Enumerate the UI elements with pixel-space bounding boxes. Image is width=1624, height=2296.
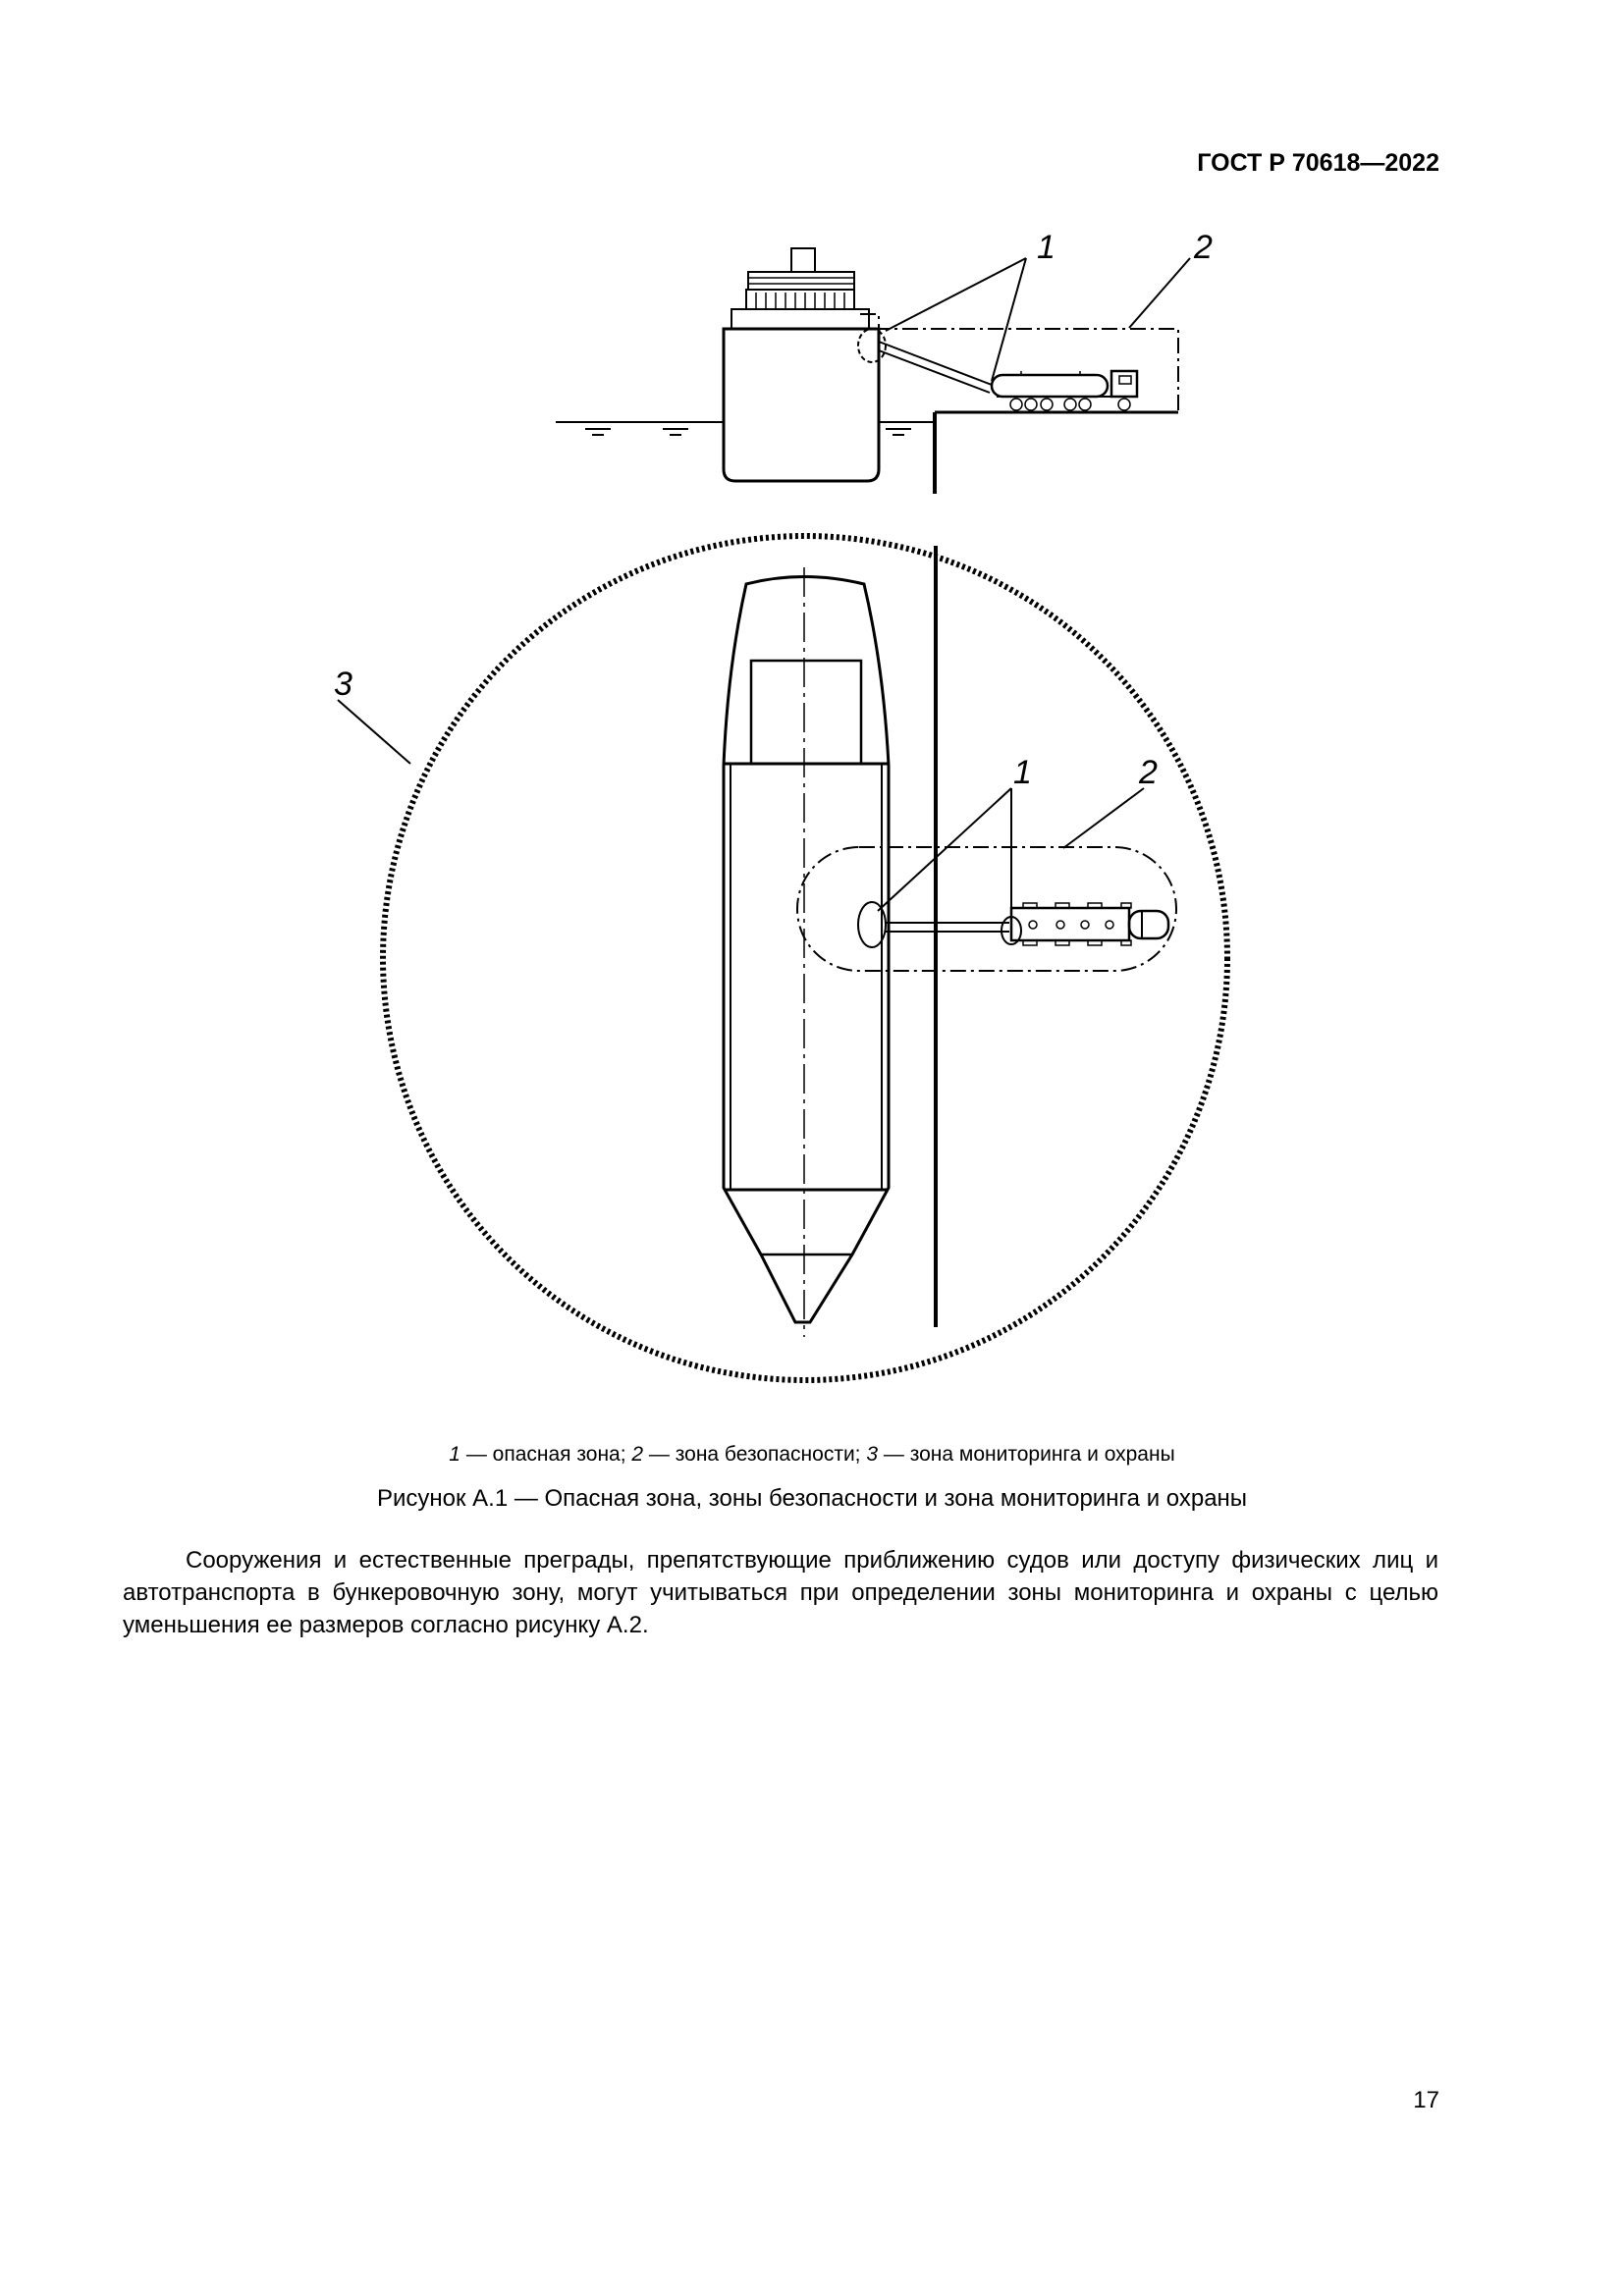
- legend-text-3: — зона мониторинга и охраны: [878, 1443, 1175, 1466]
- side-view: [556, 248, 1190, 494]
- page-number: 17: [1413, 2087, 1439, 2113]
- legend-num-1: 1: [449, 1443, 460, 1466]
- callout-3: 3: [334, 666, 352, 703]
- legend-text-2: — зона безопасности;: [643, 1443, 867, 1466]
- plan-view: [338, 536, 1227, 1380]
- callout-2-plan: 2: [1139, 754, 1158, 791]
- figure-caption: Рисунок А.1 — Опасная зона, зоны безопасности и зона мониторинга и охраны: [376, 1485, 1248, 1512]
- callout-1-top: 1: [1037, 229, 1056, 266]
- body-paragraph: Сооружения и естественные преграды, препятствующие приближению судов или доступу физических лиц и автотранспорта в бункеровочную зону, могут учитываться при определении зоны мониторинга и охраны с целью уменьшения ее размеров согласно рисунку А.2.: [123, 1547, 1438, 1638]
- callout-2-top: 2: [1194, 229, 1213, 266]
- figure-legend: [0, 1443, 1624, 1467]
- legend-num-2: 2: [631, 1443, 644, 1466]
- callout-1-plan: 1: [1013, 754, 1032, 791]
- legend-text-1: — опасная зона;: [460, 1443, 632, 1466]
- legend-num-3: 3: [866, 1443, 879, 1466]
- document-header: ГОСТ Р 70618—2022: [1197, 149, 1439, 177]
